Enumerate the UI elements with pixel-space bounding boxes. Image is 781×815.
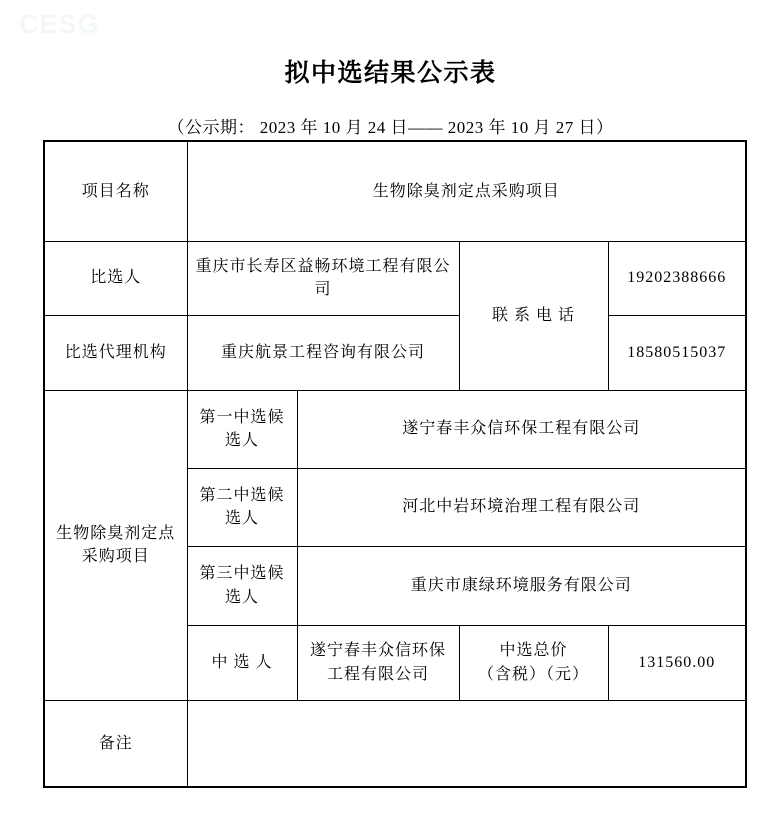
- cell-price-value: 131560.00: [608, 625, 746, 700]
- cell-candidate-3-value: 重庆市康绿环境服务有限公司: [297, 546, 746, 625]
- cell-contact-phone-label: 联 系 电 话: [459, 241, 608, 390]
- cell-candidate-1-label: 第一中选候选人: [187, 390, 297, 468]
- cell-candidate-3-label: 第三中选候选人: [187, 546, 297, 625]
- watermark-logo: CESG: [19, 9, 100, 39]
- table-row: [44, 700, 746, 787]
- cell-project-name-value: 生物除臭剂定点采购项目: [187, 141, 746, 241]
- results-table: [43, 140, 747, 788]
- cell-agency-label: 比选代理机构: [44, 315, 187, 390]
- cell-candidate-2-value: 河北中岩环境治理工程有限公司: [297, 468, 746, 546]
- cell-project-name-label: 项目名称: [44, 141, 187, 241]
- cell-winner-value: 遂宁春丰众信环保工程有限公司: [297, 625, 459, 700]
- publicity-period-text: （公示期： 2023 年 10 月 24 日—— 2023 年 10 月 27 日）: [167, 118, 614, 137]
- table-row: [44, 141, 746, 241]
- cell-price-label: [459, 625, 608, 700]
- price-label-line2: （含税）（元）: [477, 665, 589, 683]
- cell-project-group-label: 生物除臭剂定点采购项目: [44, 390, 187, 700]
- page-title: 拟中选结果公示表: [284, 60, 497, 87]
- cell-winner-label: 中 选 人: [187, 625, 297, 700]
- cell-candidate-2-label: 第二中选候选人: [187, 468, 297, 546]
- table-row: [44, 241, 746, 315]
- table-row: [44, 315, 746, 390]
- cell-bidder-label: 比选人: [44, 241, 187, 315]
- table-row: [44, 390, 746, 468]
- cell-candidate-1-value: 遂宁春丰众信环保工程有限公司: [297, 390, 746, 468]
- cell-agency-value: 重庆航景工程咨询有限公司: [187, 315, 459, 390]
- cell-remarks-value: [187, 700, 746, 787]
- cell-bidder-value: 重庆市长寿区益畅环境工程有限公司: [187, 241, 459, 315]
- cell-agency-phone: 18580515037: [608, 315, 746, 390]
- cell-bidder-phone: 19202388666: [608, 241, 746, 315]
- cell-remarks-label: 备注: [44, 700, 187, 787]
- price-label-line1: 中选总价: [499, 642, 568, 660]
